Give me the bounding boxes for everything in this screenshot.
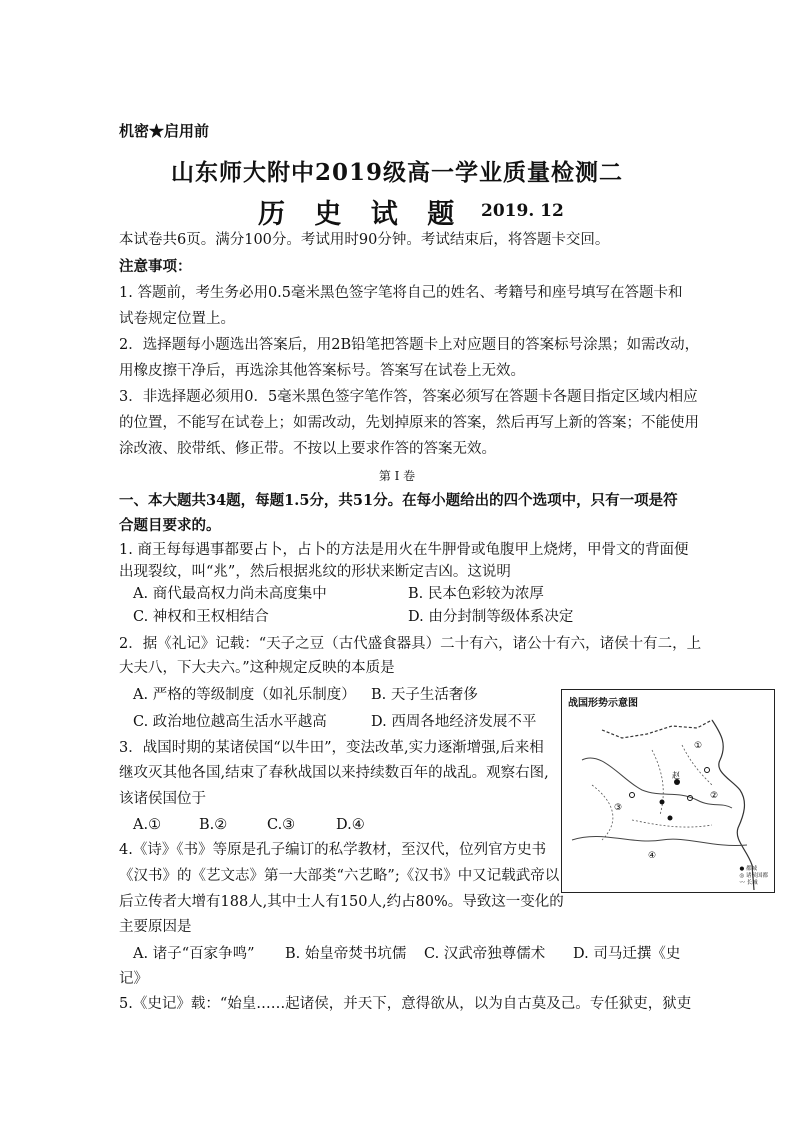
question-4-option-b: B. 始皇帝焚书坑儒 [285, 946, 407, 962]
question-4-stem: 《汉书》的《艺文志》第一大部类“六艺略”;《汉书》中又记载武帝以 [119, 868, 560, 884]
map-label-2: ② [710, 791, 719, 801]
question-4-option-d-continued: 记》 [119, 971, 148, 987]
note-line: 2．选择题每小题选出答案后，用2B铅笔把答题卡上对应题目的答案标号涂黑；如需改动， [119, 337, 700, 353]
question-1-option-a: A. 商代最高权力尚未高度集中 [133, 586, 327, 602]
exam-date: 2019. 12 [481, 201, 564, 221]
note-line: 的位置，不能写在试卷上；如需改动，先划掉原来的答案，然后再写上新的答案；不能使用 [119, 415, 699, 431]
map-title: 战国形势示意图 [568, 698, 638, 709]
note-line: 1. 答题前，考生务必用0.5毫米黑色签字笔将自己的姓名、考籍号和座号填写在答题卡和 [119, 285, 683, 301]
yangtze-river [572, 836, 747, 845]
map-label-1: ① [694, 741, 703, 751]
note-line: 3．非选择题必须用0．5毫米黑色签字笔作答，答案必须写在答题卡各题目指定区域内相应 [119, 389, 698, 405]
question-2-option-d: D. 西周各地经济发展不平 [371, 714, 537, 730]
warring-states-map [561, 689, 775, 893]
question-1-stem: 1. 商王每每遇事都要占卜，占卜的方法是用火在牛胛骨或龟腹甲上烧烤，甲骨文的背面便 [119, 542, 689, 558]
question-2-stem: 大夫八，下大夫六。”这种规定反映的本质是 [119, 660, 395, 676]
note-line: 用橡皮擦干净后，再选涂其他答案标号。答案写在试卷上无效。 [119, 363, 525, 379]
question-4-stem: 4.《诗》《书》等原是孔子编订的私学教材，至汉代，位列官方史书 [119, 842, 547, 858]
state-border [632, 820, 712, 827]
notes-title: 注意事项： [119, 258, 192, 275]
section-instruction: 一、本大题共34题，每题1.5分，共51分。在每小题给出的四个选项中，只有一项是符 [119, 492, 678, 509]
question-1-option-c: C. 神权和王权相结合 [133, 609, 269, 625]
volume-heading: 第 I 卷 [378, 469, 416, 483]
question-4-option-a: A. 诸子“百家争鸣” [133, 946, 255, 962]
school-title: 山东师大附中2019级高一学业质量检测二 [170, 159, 623, 186]
question-3-option-d: D.④ [336, 817, 365, 833]
question-1-stem: 出现裂纹，叫“兆”，然后根据兆纹的形状来断定吉凶。这说明 [119, 564, 511, 580]
capital-marker [668, 816, 673, 821]
note-line: 试卷规定位置上。 [119, 311, 235, 327]
map-drawing [562, 690, 774, 892]
question-3-stem: 继攻灭其他各国,结束了春秋战国以来持续数百年的战乱。观察右图, [119, 765, 549, 781]
question-4-stem: 主要原因是 [119, 919, 192, 935]
confidential-mark: 机密★启用前 [119, 122, 210, 140]
capital-marker [705, 768, 710, 773]
legend-item: ● 都城 [739, 866, 757, 872]
question-3-option-a: A.① [133, 817, 162, 833]
map-legend [739, 866, 768, 887]
legend-item: 〰 长城 [739, 880, 758, 886]
state-border [652, 750, 663, 815]
question-2-option-b: B. 天子生活奢侈 [371, 687, 478, 703]
note-line: 涂改液、胶带纸、修正带。不按以上要求作答的答案无效。 [119, 441, 496, 457]
section-instruction: 合题目要求的。 [119, 517, 221, 534]
question-1-option-d: D. 由分封制等级体系决定 [408, 609, 574, 625]
state-border [592, 785, 613, 840]
question-5-stem: 5.《史记》载：“始皇……起诸侯，并天下，意得欲从，以为自古莫及己。专任狱吏，狱吏 [119, 996, 692, 1012]
state-border [682, 745, 712, 785]
question-1-option-b: B. 民本色彩较为浓厚 [408, 586, 544, 602]
question-2-option-a: A. 严格的等级制度（如礼乐制度） [133, 687, 356, 703]
map-label-3: ③ [614, 803, 623, 813]
question-3-stem: 该诸侯国位于 [119, 791, 206, 807]
question-3-stem: 3．战国时期的某诸侯国“以牛田”，变法改革,实力逐渐增强,后来相 [119, 740, 544, 756]
question-4-option-c: C. 汉武帝独尊儒术 [424, 946, 546, 962]
capital-marker [630, 793, 635, 798]
great-wall [602, 720, 712, 738]
capital-marker [660, 800, 665, 805]
question-2-option-c: C. 政治地位越高生活水平越高 [133, 714, 327, 730]
question-3-option-c: C.③ [267, 817, 296, 833]
map-label-4: ④ [648, 851, 657, 861]
question-3-option-b: B.② [199, 817, 228, 833]
question-4-option-d: D. 司马迁撰《史 [573, 946, 681, 962]
intro-text: 本试卷共6页。满分100分。考试用时90分钟。考试结束后，将答题卡交回。 [119, 232, 610, 248]
question-4-stem: 后立传者大增有188人,其中士人有150人,约占80%。导致这一变化的 [119, 894, 564, 910]
question-2-stem: 2．据《礼记》记载：“天子之豆（古代盛食器具）二十有六，诸公十有六，诸侯十有二，上 [119, 636, 702, 652]
subject-title: 历 史 试 题 [258, 199, 465, 230]
map-city-label: 赵 [672, 771, 680, 780]
legend-item: ◎ 诸侯国都 [739, 873, 768, 879]
